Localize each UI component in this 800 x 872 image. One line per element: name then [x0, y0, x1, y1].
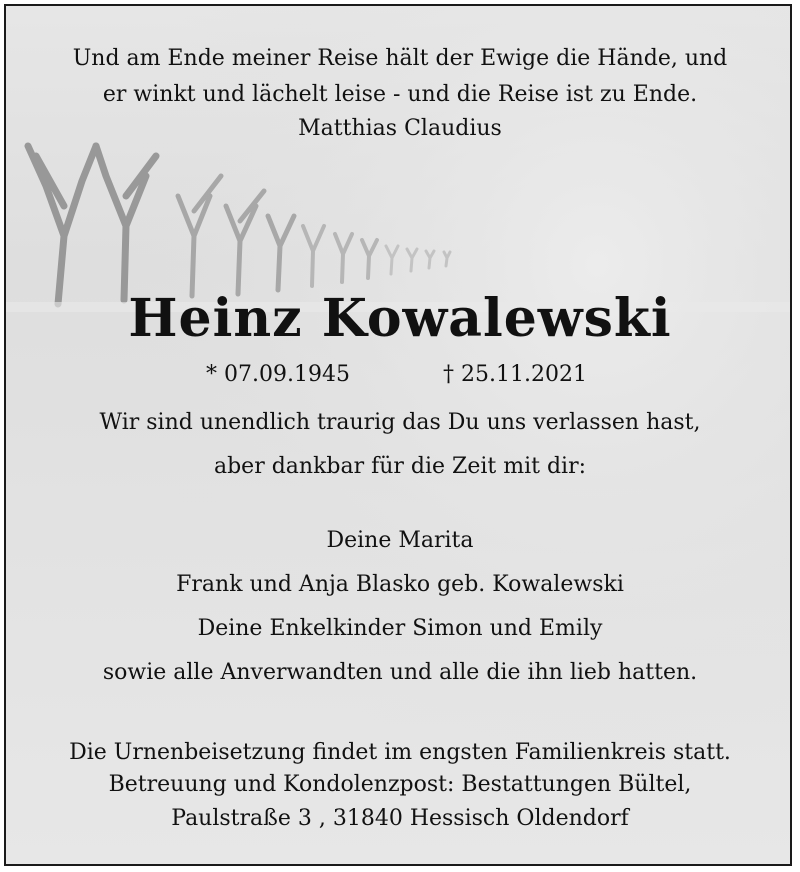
- notice-text: [6, 6, 792, 866]
- funeral-line-2: Betreuung und Kondolenzpost: Bestattungen Bültel,: [108, 772, 692, 797]
- mourner-line: Frank und Anja Blasko geb. Kowalewski: [176, 572, 624, 597]
- quote-author: Matthias Claudius: [298, 116, 502, 141]
- obituary-notice: [4, 4, 792, 866]
- mourner-line: Deine Marita: [326, 528, 474, 553]
- life-dates: [6, 362, 792, 392]
- death-date: † 25.11.2021: [443, 362, 587, 387]
- funeral-line-1: Die Urnenbeisetzung findet im engsten Familienkreis statt.: [69, 740, 731, 765]
- deceased-name: Heinz Kowalewski: [128, 288, 672, 349]
- message-line-2: aber dankbar für die Zeit mit dir:: [213, 454, 587, 479]
- mourner-line: sowie alle Anverwandten und alle die ihn lieb hatten.: [102, 660, 698, 685]
- quote-line-2: er winkt und lächelt leise - und die Reise ist zu Ende.: [102, 82, 698, 107]
- message-line-1: Wir sind unendlich traurig das Du uns verlassen hast,: [99, 410, 701, 435]
- birth-date: * 07.09.1945: [206, 362, 350, 387]
- quote-line-1: Und am Ende meiner Reise hält der Ewige die Hände, und: [72, 46, 728, 71]
- funeral-line-3: Paulstraße 3 , 31840 Hessisch Oldendorf: [171, 806, 629, 831]
- mourner-line: Deine Enkelkinder Simon und Emily: [197, 616, 603, 641]
